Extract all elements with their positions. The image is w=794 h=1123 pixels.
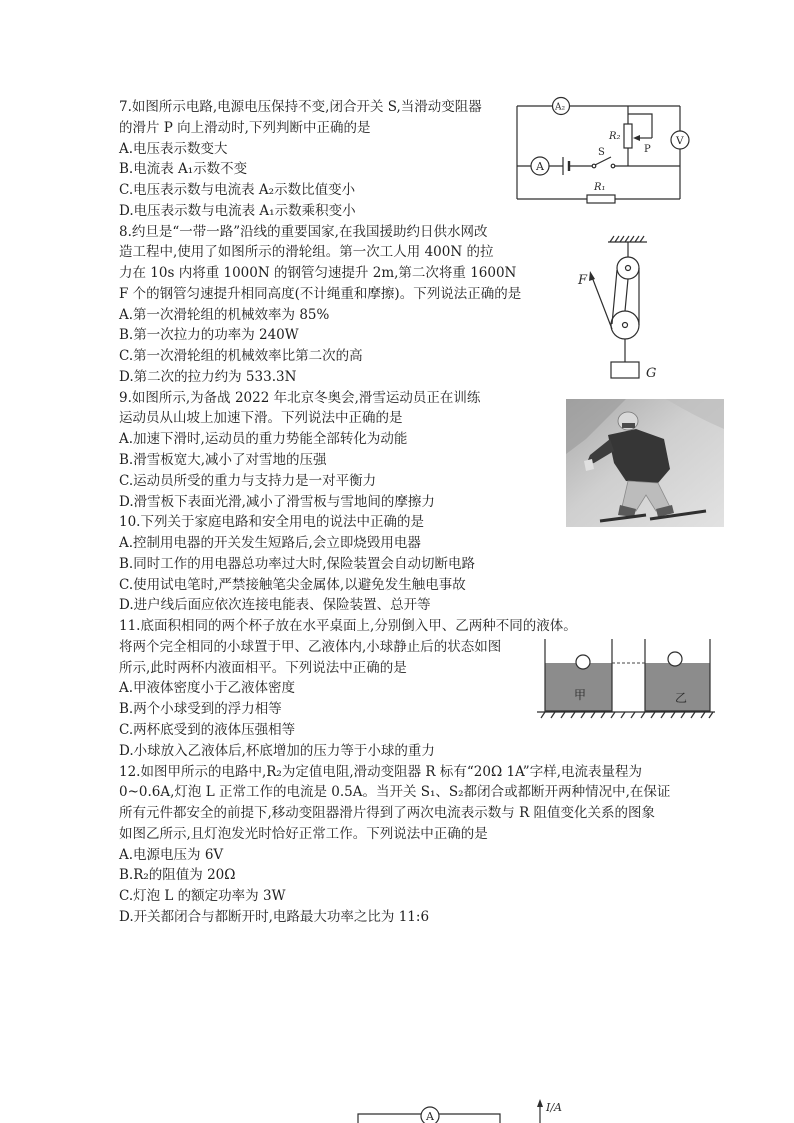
q12-stem-line: 12.如图甲所示的电路中,R₂为定值电阻,滑动变阻器 R 标有“20Ω 1A”字样,电流表量程为 — [119, 763, 642, 780]
q12-option-d: D.开关都闭合与都断开时,电路最大功率之比为 11:6 — [119, 908, 430, 925]
skier-photo-image — [566, 399, 724, 527]
force-rope — [592, 277, 612, 329]
skier-goggles — [622, 423, 635, 428]
graph-y-axis-arrow — [537, 1099, 543, 1107]
q7-option-a: A.电压表示数变大 — [119, 140, 228, 157]
q11-option-b: B.两个小球受到的浮力相等 — [119, 701, 282, 718]
q9-stem-line: 运动员从山坡上加速下滑。下列说法中正确的是 — [119, 410, 403, 427]
graph-y-axis-label: I/A — [546, 1101, 562, 1114]
resistor-r1-symbol — [587, 195, 615, 203]
cup-right-label: 乙 — [675, 691, 688, 705]
q11-stem-line: 将两个完全相同的小球置于甲、乙液体内,小球静止后的状态如图 — [119, 638, 502, 655]
ball-right — [668, 652, 682, 666]
force-arrow-head — [589, 271, 595, 281]
q8-option-b: B.第一次拉力的功率为 240W — [119, 327, 299, 344]
q10-option-b: B.同时工作的用电器总功率过大时,保险装置会自动切断电路 — [119, 555, 476, 572]
q8-option-c: C.第一次滑轮组的机械效率比第二次的高 — [119, 348, 363, 365]
slider-arrow-head — [633, 135, 640, 141]
cup-left-label: 甲 — [574, 688, 587, 702]
q8-option-d: D.第二次的拉力约为 533.3N — [119, 368, 297, 385]
q11-option-d: D.小球放入乙液体后,杯底增加的压力等于小球的重力 — [119, 742, 435, 759]
movable-pulley-axle — [623, 323, 628, 328]
q12-ammeter-label: A — [426, 1110, 434, 1123]
question-12 — [119, 762, 719, 928]
q9-option-c: C.运动员所受的重力与支持力是一对平衡力 — [119, 472, 377, 489]
force-label: F — [578, 273, 588, 288]
q7-option-d: D.电压表示数与电流表 A₁示数乘积变小 — [119, 202, 356, 219]
q11-stem-line: 所示,此时两杯内液面相平。下列说法中正确的是 — [119, 659, 407, 676]
q7-stem-line: 7.如图所示电路,电源电压保持不变,闭合开关 S,当滑动变阻器 — [119, 99, 482, 115]
q10-option-c: C.使用试电笔时,严禁接触笔尖金属体,以避免发生触电事故 — [119, 576, 466, 593]
q10-option-d: D.进户线后面应依次连接电能表、保险装置、总开等 — [119, 597, 431, 614]
q11-option-c: C.两杯底受到的液体压强相等 — [119, 721, 296, 738]
q12-option-c: C.灯泡 L 的额定功率为 3W — [119, 888, 286, 905]
q8-pulley-diagram — [575, 234, 670, 386]
q10-option-a: A.控制用电器的开关发生短路后,会立即烧毁用电器 — [119, 535, 421, 552]
rope-middle — [625, 279, 628, 311]
weight-block — [611, 362, 639, 378]
q9-stem-line: 9.如图所示,为备战 2022 年北京冬奥会,滑雪运动员正在训练 — [119, 389, 481, 406]
fixed-pulley-axle — [626, 266, 631, 271]
q12-option-a: A.电源电压为 6V — [119, 846, 224, 863]
q7-stem-line: 的滑片 P 向上滑动时,下列判断中正确的是 — [119, 119, 371, 136]
q11-cups-diagram — [537, 635, 717, 725]
q12-stem-line: 0~0.6A,灯泡 L 正常工作的电流是 0.5A。当开关 S₁、S₂都闭合或都断开两种情况中,在保证 — [119, 784, 671, 801]
q7-option-b: B.电流表 A₁示数不变 — [119, 161, 248, 178]
q9-option-b: B.滑雪板宽大,减小了对雪地的压强 — [119, 452, 327, 469]
switch-contact-right — [611, 164, 615, 168]
q8-stem-line: 8.约旦是“一带一路”沿线的重要国家,在我国援助约日供水网改 — [119, 223, 488, 240]
q12-stem-line: 所有元件都安全的前提下,移动变阻器滑片得到了两次电流表示数与 R 阻值变化关系的图象 — [119, 805, 656, 822]
question-10 — [119, 512, 719, 616]
q7-circuit-diagram — [512, 94, 697, 209]
resistor-r2-label: R₂ — [609, 131, 621, 142]
q12-stem-line: 如图乙所示,且灯泡发光时恰好正常工作。下列说法中正确的是 — [119, 825, 488, 842]
ammeter-left-label: A — [536, 160, 544, 173]
q12-option-b: B.R₂的阻值为 20Ω — [119, 867, 236, 884]
slider-label: P — [644, 144, 651, 155]
switch-label: S — [598, 147, 605, 158]
ceiling-hatch — [610, 236, 644, 242]
q11-stem-line: 11.底面积相同的两个杯子放在水平桌面上,分别倒入甲、乙两种不同的液体。 — [119, 618, 577, 635]
table-hatch — [541, 712, 713, 718]
q12-partial-figures — [350, 1096, 600, 1123]
ammeter-top-label: A₂ — [555, 102, 566, 113]
liquid-left — [545, 663, 612, 711]
q8-stem-line: 造工程中,使用了如图所示的滑轮组。第一次工人用 400N 的拉 — [119, 244, 494, 261]
q8-stem-line: F 个的钢管匀速提升相同高度(不计绳重和摩擦)。下列说法正确的是 — [119, 285, 522, 302]
resistor-r2-symbol — [624, 124, 632, 148]
weight-label: G — [646, 366, 657, 381]
q9-option-a: A.加速下滑时,运动员的重力势能全部转化为动能 — [119, 431, 408, 448]
ball-left — [576, 655, 590, 669]
q9-skier-photo — [566, 399, 724, 527]
q7-option-c: C.电压表示数与电流表 A₂示数比值变小 — [119, 182, 356, 199]
q11-option-a: A.甲液体密度小于乙液体密度 — [119, 680, 296, 697]
q10-stem-line: 10.下列关于家庭电路和安全用电的说法中正确的是 — [119, 514, 424, 531]
q8-stem-line: 力在 10s 内将重 1000N 的钢管匀速提升 2m,第二次将重 1600N — [119, 265, 517, 282]
switch-blade — [595, 157, 611, 165]
q8-option-a: A.第一次滑轮组的机械效率为 85% — [119, 306, 330, 323]
voltmeter-label: V — [676, 135, 684, 147]
q9-option-d: D.滑雪板下表面光滑,减小了滑雪板与雪地间的摩擦力 — [119, 493, 435, 510]
resistor-r1-label: R₁ — [594, 182, 606, 193]
